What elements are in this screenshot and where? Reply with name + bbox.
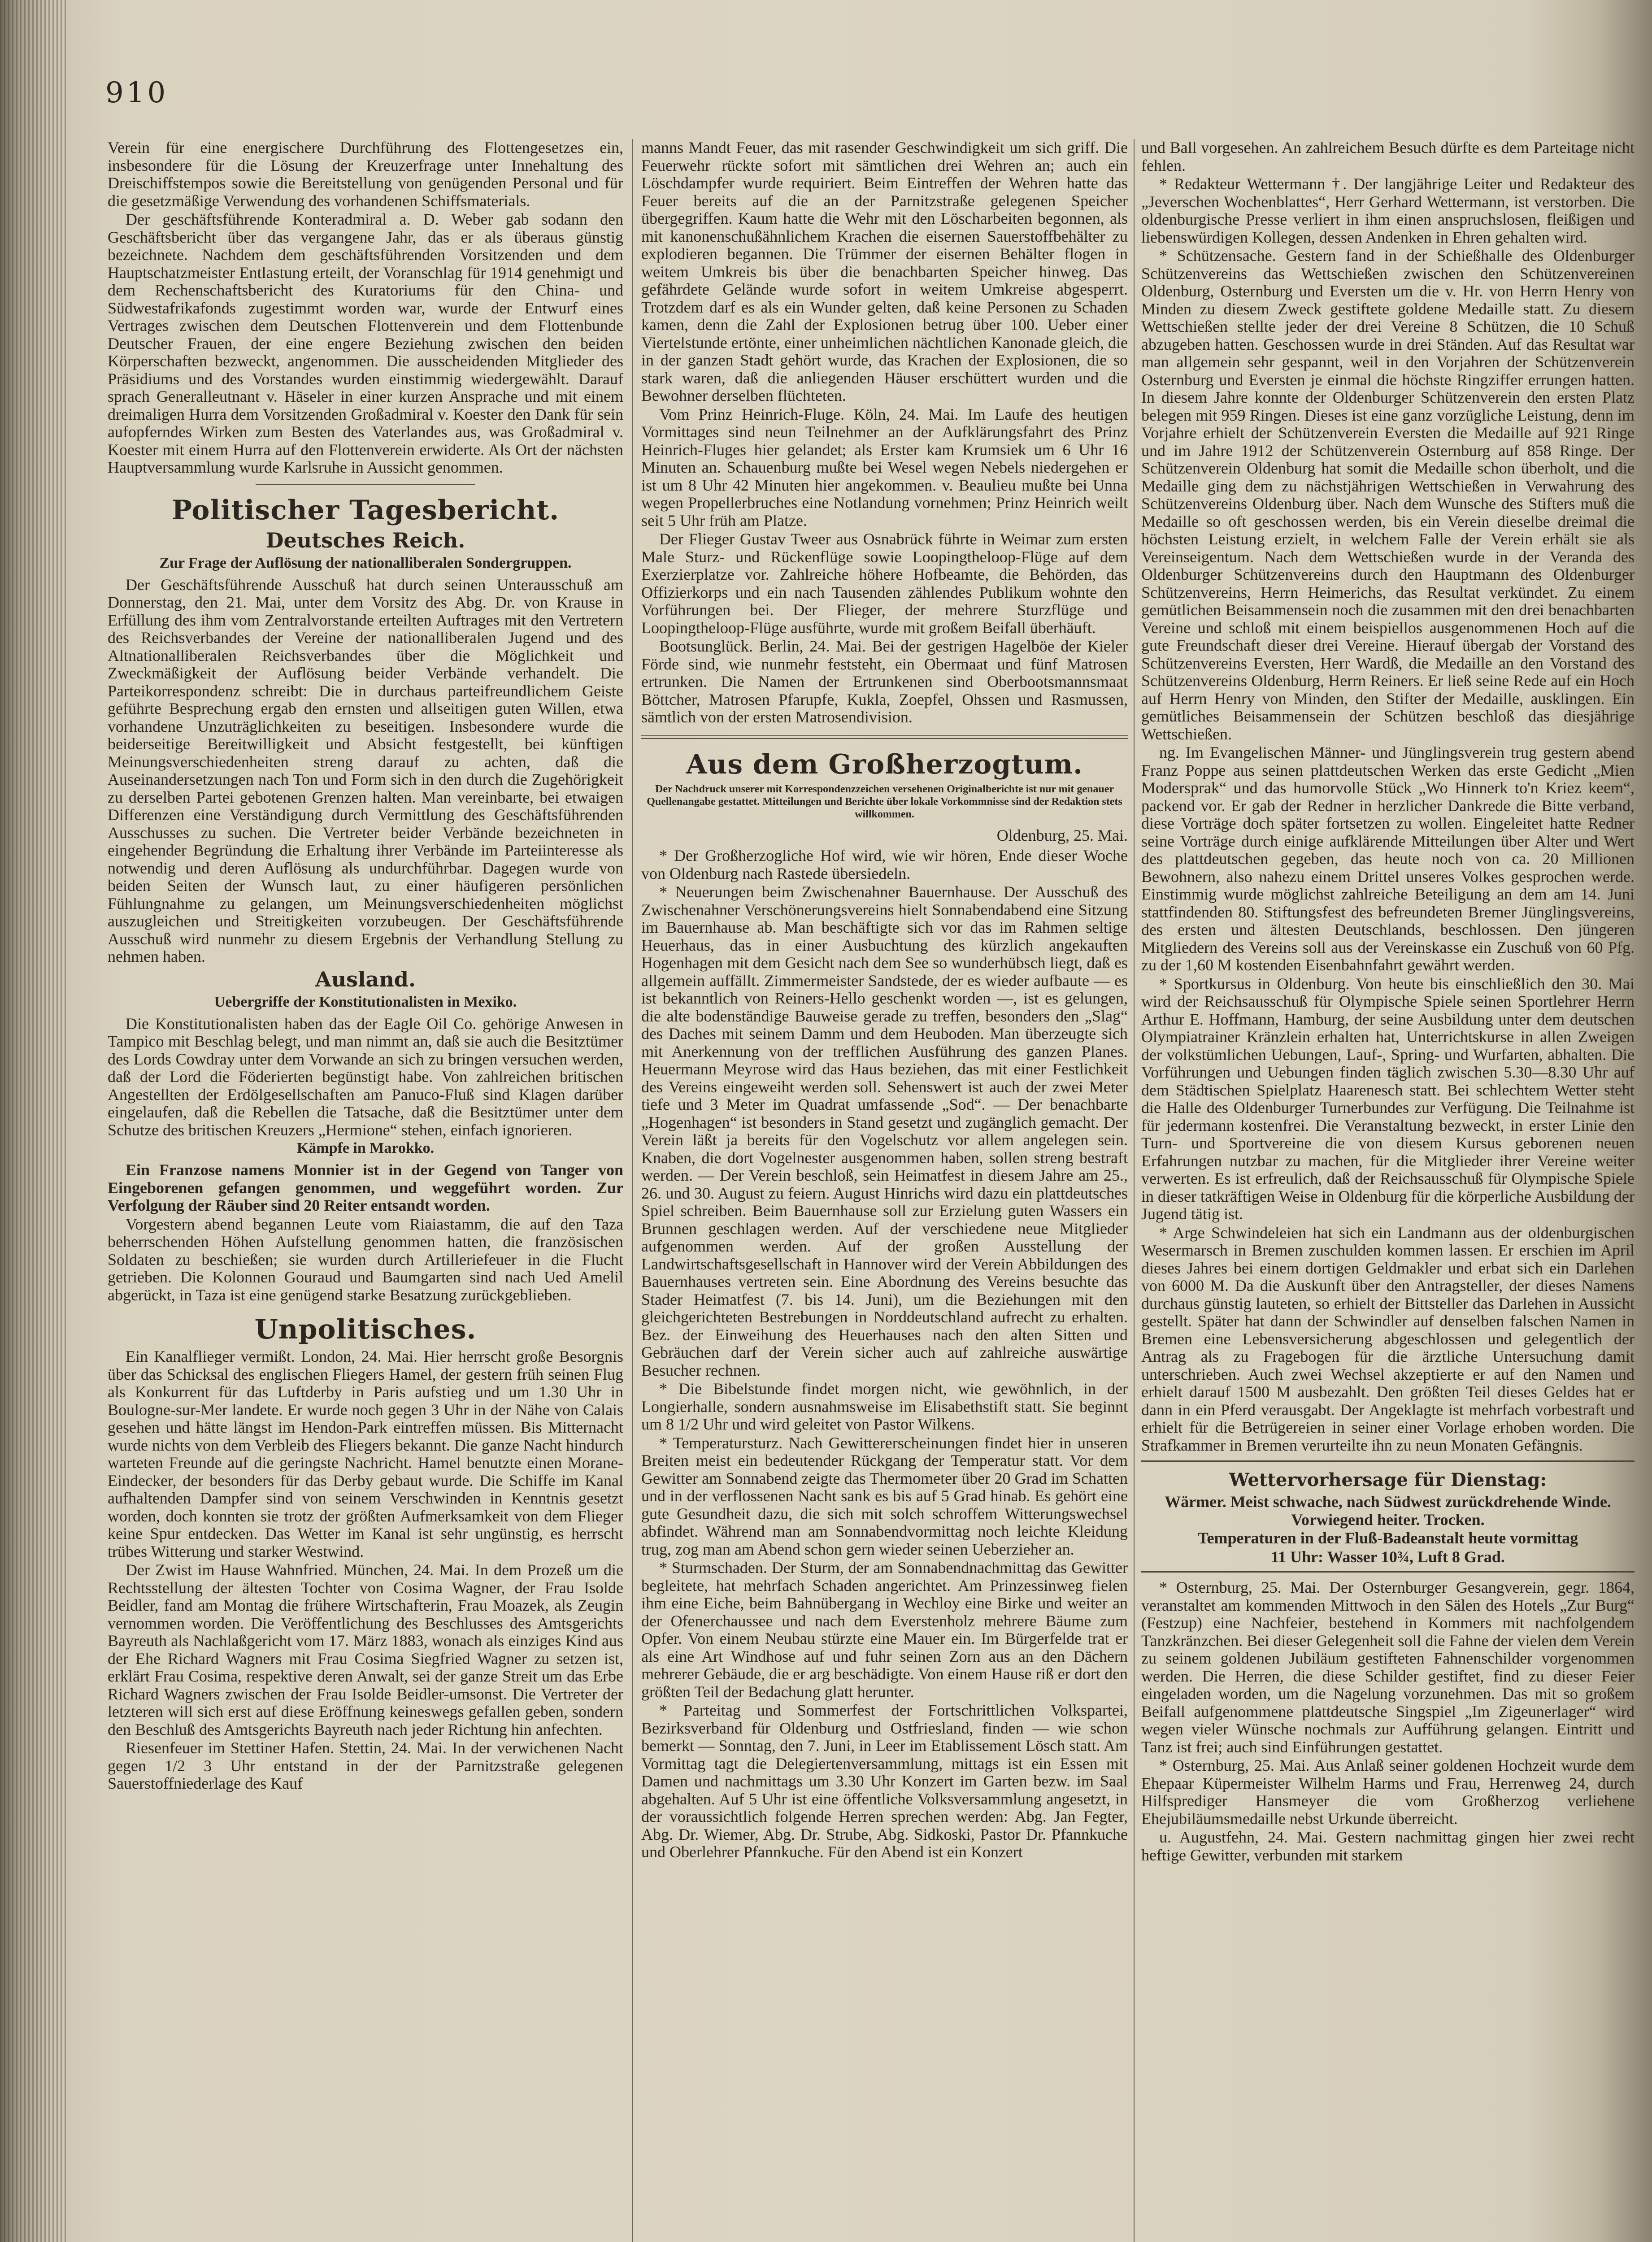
paragraph-wahnfried: Der Zwist im Hause Wahnfried. München, 24. Mai. In dem Prozeß um die Rechtsstellung der ältesten Tochter von Cosima Wagner, der Frau Isolde Beidler, fand am Montag die frühere Wirtschafterin, Frau Moazek, als Zeugin vernommen worden. Die Veröffentlichung des Beschlusses des Amtsgerichts Bayreuth als Nachlaßgericht vom 17. März 1883, wonach als einziges Kind aus der Ehe Richard Wagners mit Frau Cosima Siegfried Wagner zu setzen ist, erklärt Frau Cosima, respektive deren Anwalt, sei der ganze Streit um das Erbe Richard Wagners zwischen der Frau Isolde Beidler-umsonst. Die Vertreter der letzteren will sich erst auf diese Eröffnung keineswegs gefallen geben, sondern den Beschluß des Amtsgerichts Bayreuth nach jeder Richtung hin anfechten. (108, 1561, 623, 1738)
paragraph-marokko-1: Ein Franzose namens Monnier ist in der Gegend von Tanger von Eingeborenen gefangen genommen, und weggeführt worden. Zur Verfolgung der Räuber sind 20 Reiter entsandt worden. (108, 1161, 623, 1214)
book-binding-edge (0, 0, 67, 2242)
paragraph-juenglingsverein: ng. Im Evangelischen Männer- und Jünglingsverein trug gestern abend Franz Poppe aus seinen plattdeutschen Werken das erste Gedicht „Mien Modersprak“ und das humorvolle Stück „Wo Hinnerk to'n Kriez keem“, packend vor. Er gab der Redner in herzlicher Dankrede die Bitte verband, diese Vorträge doch später fortsetzen zu wollen. Eingeleitet hatte Redner seine Vorträge durch einige aufklärende Mitteilungen über Alter und Wert des plattdeutschen gegeben, das heute noch von ca. 20 Millionen Bewohnern, also nahezu einem Drittel unseres Volkes gesprochen werde. Einstimmig wurde möglichst zahlreiche Beteiligung an dem am 14. Juni stattfindenden 80. Stiftungsfest des befreundeten Bremer Jünglingsvereins, des ersten und ältesten Deutschlands, beschlossen. Den jüngeren Mitgliedern des Vereins soll aus der Vereinskasse ein Zuschuß von 60 Pfg. zu der 1,60 M kostenden Eisenbahnfahrt gewährt werden. (1141, 743, 1635, 974)
paragraph-osternburg-gesangverein: * Osternburg, 25. Mai. Der Osternburger Gesangverein, gegr. 1864, veranstaltet am kommenden Mittwoch in den Sälen des Hotels „Zur Burg“ (Festzup) eine Nachfeier, bestehend in Kommers mit nachfolgendem Tanzkränzchen. Bei dieser Gelegenheit soll die Fahne der vielen dem Verein zu seinem goldenen Jubiläum gestifteten Fahnenschilder vorgenommen werden. Die Herren, die diese Schilder gestiftet, find zu dieser Feier eingeladen worden, um die Nagelung vorzunehmen. Das mit so großem Beifall aufgenommene plattdeutsche Singspiel „Im Zigeunerlager“ wird wegen vieler Wünsche nochmals zur Aufführung gelangen. Eintritt und Tanz ist frei; auch sind Einführungen gestattet. (1141, 1578, 1635, 1756)
section-heading-unpolitisches: Unpolitisches. (254, 1314, 477, 1345)
column-rule (1134, 139, 1135, 2242)
weather-forecast-text: Wärmer. Meist schwache, nach Südwest zurückdrehende Winde. Vorwiegend heiter. Trocken. (1165, 1493, 1611, 1529)
paragraph-flottenverein-cont: Verein für eine energischere Durchführung des Flottengesetzes ein, insbesondere für die Lösung der Kreuzerfrage unter Innehaltung des Dreischiffstempos sowie die Bereitstellung von genügenden Personal und für die gesetzmäßige Verwendung des vorhandenen Schiffsmaterials. (108, 139, 623, 210)
section-heading-deutsches-reich: Deutsches Reich. (265, 528, 465, 552)
weather-temperature-values: 11 Uhr: Wasser 10¾, Luft 8 Grad. (1271, 1547, 1505, 1566)
paragraph-schwindeleien: * Arge Schwindeleien hat sich ein Landmann aus der oldenburgischen Wesermarsch in Bremen zuschulden kommen lassen. Er erschien im April dieses Jahres bei einem dortigen Geldmakler und erbat sich ein Darlehen von 6000 M. Da die Auskunft über den Antragsteller, der dieses Namens durchaus günstig lauteten, so erhielt der Bittsteller das Darlehen in Aussicht gestellt. Später hat dann der Schwindler auf denselben falschen Namen in Bremen eine Lebensversicherung abgeschlossen und gelegentlich der Antrag als zu Fragebogen für die ärztliche Untersuchung damit unterschrieben. Auch zwei Wechsel akzeptierte er auf den Namen und erhielt darauf 1500 M ausbezahlt. Den größten Teil dieses Geldes hat er dann in ein Pferd verausgabt. Der Angeklagte ist mehrfach vorbestraft und erhielt für die Betrügereien in seiner einer Vorlage erhoben worden. Die Strafkammer in Bremen verurteilte ihn zu neun Monaten Gefängnis. (1141, 1223, 1635, 1454)
dateline: Oldenburg, 25. Mai. (996, 826, 1128, 844)
page-number: 910 (105, 76, 169, 109)
separator (641, 735, 1128, 739)
weather-heading: Wettervorhersage für Dienstag: (1229, 1469, 1547, 1490)
paragraph-parteitag-cont: und Ball vorgesehen. An zahlreichem Besuch dürfte es dem Parteitage nicht fehlen. (1141, 139, 1635, 174)
paragraph-temperatursturz: * Temperatursturz. Nach Gewittererscheinungen findet hier in unseren Breiten meist ein bedeutender Rückgang der Temperatur statt. Vor dem Gewitter am Sonnabend zeigte das Thermometer über 20 Grad im Schatten und in der verflossenen Nacht sank es bis auf 5 Grad hinab. Es gehört eine gute Gesundheit dazu, die sich mit solch schroffem Witterungswechsel abfindet. Während man am Sonnabendvormittag noch leichte Kleidung trug, zog man am Abend schon gern wieder seinen Ueberzieher an. (641, 1434, 1128, 1558)
paragraph-sturmschaden: * Sturmschaden. Der Sturm, der am Sonnabendnachmittag das Gewitter begleitete, hat mehrfach Schaden angerichtet. Am Prinzessinweg fielen ihm eine Eiche, beim Bahnübergang in Wechloy eine Birke und weiter an der Ofenerchaussee und nach dem Everstenholz mehrere Bäume zum Opfer. Von einem Neubau stürzte eine Mauer ein. Im Bürgerfelde trat er als eine Art Windhose auf und fuhr seinen Zorn aus an den Dächern mehrerer Gebäude, die er arg beschädigte. Von einem Hause riß er dort den größten Teil der Bedachung glatt herunter. (641, 1559, 1128, 1701)
separator (256, 484, 475, 485)
paragraph-hof: * Der Großherzogliche Hof wird, wie wir hören, Ende dieser Woche von Oldenburg nach Rastede übersiedeln. (641, 847, 1128, 882)
article-title-marokko: Kämpfe in Marokko. (296, 1140, 435, 1156)
section-heading-politischer-tagesbericht: Politischer Tagesbericht. (171, 494, 560, 526)
paragraph-kanalflieger: Ein Kanalflieger vermißt. London, 24. Mai. Hier herrscht große Besorgnis über das Schicksal des englischen Fliegers Hamel, der gestern früh seinen Flug als Konkurrent für das Luftderby in Paris aufstieg und um 1.30 Uhr in Boulogne-sur-Mer landete. Er wurde noch gegen 3 Uhr in der Nähe von Calais gesehen und hätte längst im Hendon-Park eintreffen müssen. Bis Mitternacht wurde nichts von dem Verbleib des Fliegers bekannt. Die ganze Nacht hindurch warteten Freunde auf die geringste Nachricht. Hamel benutzte einen Morane-Eindecker, der besonders für das Derby gebaut wurde. Die Schiffe im Kanal aufhaltenden Dampfer sind von seinem Verschwinden in Kenntnis gesetzt worden, doch konnten sie trotz der größten Aufmerksamkeit von dem Flieger keine Spur entdecken. Das Wetter im Kanal ist sehr ungünstig, es herrscht trübes Witterung und starker Westwind. (108, 1347, 623, 1560)
paragraph-augustfehn: u. Augustfehn, 24. Mai. Gestern nachmittag gingen hier zwei recht heftige Gewitter, verbunden mit starkem (1141, 1828, 1635, 1864)
article-title-mexiko: Uebergriffe der Konstitutionalisten in Mexiko. (214, 993, 517, 1010)
paragraph-riesenfeuer-cont: manns Mandt Feuer, das mit rasender Geschwindigkeit um sich griff. Die Feuerwehr rückte sofort mit sämtlichen drei Wehren an; auch ein Löschdampfer wurde requiriert. Beim Eintreffen der Wehren hatte das Feuer bereits auf die an der Parnitzstraße gelegenen Speicher übergegriffen. Kaum hatte die Wehr mit den Löscharbeiten begonnen, als mit kanonenschußähnlichem Krachen die eisernen Sauerstoffbehälter zu explodieren begannen. Die Trümmer der eisernen Behälter flogen in weitem Umkreis bis über die benachbarten Speicher hinweg. Das gefährdete Gelände wurde sofort in weitem Umkreise abgesperrt. Trotzdem darf es als ein Wunder gelten, daß keine Personen zu Schaden kamen, denn die Zahl der Explosionen betrug über 100. Ueber einer Viertelstunde ertönte, einer unheimlichen nächtlichen Kanonade gleich, die in der ganzen Stadt gehört wurde, das Krachen der Explosionen, die so stark waren, daß die anliegenden Häuser erschüttert wurden und die Bewohner derselben flüchteten. (641, 139, 1128, 404)
paragraph-osternburg-hochzeit: * Osternburg, 25. Mai. Aus Anlaß seiner goldenen Hochzeit wurde dem Ehepaar Küpermeister Wilhelm Harms und Frau, Herrenweg 24, durch Hilfsprediger Hansmeyer die vom Großherzog verliehene Ehejubiläumsmedaille nebst Urkunde überreicht. (1141, 1756, 1635, 1828)
section-heading-grossherzogtum: Aus dem Großherzogtum. (686, 748, 1083, 780)
paragraph-bibelstunde: * Die Bibelstunde findet morgen nicht, wie gewöhnlich, in der Longierhalle, sondern ausnahmsweise im Elisabethstift statt. Sie beginnt um 8 1/2 Uhr und wird geleitet von Pastor Wilkens. (641, 1380, 1128, 1433)
column-middle (641, 139, 1128, 2242)
article-title-nationalliberale: Zur Frage der Auflösung der nationalliberalen Sondergruppen. (159, 554, 572, 571)
weather-forecast-box (1141, 1460, 1635, 1573)
paragraph-schuetzensache: * Schützensache. Gestern fand in der Schießhalle des Oldenburger Schützenvereins das Wettschießen zwischen den Schützenvereinen Oldenburg, Osternburg und Eversten um die v. Hr. von Herrn Henry von Minden zu diesem Zweck gestiftete goldene Medaille statt. Zu diesem Wettschießen stellte jeder der drei Vereine 8 Schützen, die 10 Schuß abzugeben hatten. Geschossen wurde in drei Ständen. Auf das Resultat war man allgemein sehr gespannt, weil in den Vorjahren der Schützenverein Osternburg und Eversten je einmal die höchste Ringziffer errungen hatten. In diesem Jahre konnte der Oldenburger Schützenverein den ersten Platz belegen mit 959 Ringen. Dieses ist eine ganz vorzügliche Leistung, denn im Vorjahre erhielt der Schützenverein Eversten die Medaille auf 921 Ringe und im Jahre 1912 der Schützenverein Osternburg auf 858 Ringe. Der Schützenverein Oldenburg hat somit die Medaille schon überholt, und die Medaille ging dem zu nächstjährigen Wettschießen in Verwahrung des Schützenvereins Oldenburg über. Nach dem Wunsche des Stifters muß die Medaille so oft geschossen werden, bis ein Verein dieselbe dreimal die höchsten Leistung erzielt, in welchem Falle der Verein erhält sie als Vereinseigentum. Nach dem Wettschießen wurde in der Veranda des Oldenburger Schützenvereins durch den Hauptmann des Oldenburger Schützenvereins, Herrn Heimerichs, das Resultat verkündet. Zu einem gemütlichen Beisammensein noch die zusammen mit den drei benachbarten Vereine und schloß mit einem beispiellos ausgenommenen Hoch auf die gute Freundschaft dieser drei Vereine. Hierauf übergab der Vorstand des Schützenvereins Eversten, Herr Wardß, die Medaille an den Vorstand des Schützenvereins Oldenburg, Herrn Reiners. Er ließ seine Rede auf ein Hoch auf Herrn Henry von Minden, den Stifter der Medaille, ausklingen. Ein gemütliches Beisammensein der Schützen beschloß das diesjährige Wettschießen. (1141, 247, 1635, 743)
paragraph-wettermann: * Redakteur Wettermann †. Der langjährige Leiter und Redakteur des „Jeverschen Wochenblattes“, Herr Gerhard Wettermann, ist verstorben. Die oldenburgische Presse verliert in ihm einen anspruchslosen, fleißigen und liebenswürdigen Kollegen, dessen Andenken in Ehren gehalten wird. (1141, 175, 1635, 246)
column-rule (632, 139, 633, 2242)
paragraph-sportkursus: * Sportkursus in Oldenburg. Von heute bis einschließlich den 30. Mai wird der Reichsausschuß für Olympische Spiele seinen Sportlehrer Herrn Arthur E. Hoffmann, Hamburg, der seine Ausbildung unter dem deutschen Olympiatrainer Kränzlein erhalten hat, Unterrichtskurse in allen Zweigen der volkstümlichen Uebungen, Lauf-, Spring- und Wurfarten, abhalten. Die Vorführungen und Uebungen finden täglich zwischen 5.30—8.30 Uhr auf dem Städtischen Spielplatz Haarenesch statt. Bei schlechtem Wetter steht die Halle des Oldenburger Turnerbundes zur Verfügung. Die Teilnahme ist für jedermann kostenfrei. Die Veranstaltung bezweckt, in erster Linie den Turn- und Sportvereine die von diesem Kursus geborenen neuen Erfahrungen nutzbar zu machen, für die Mitglieder ihrer Vereine weiter verwerten. Es ist erfreulich, daß der Reichsausschuß für Olympische Spiele in dieser tatkräftigen Weise in Oldenburg für die körperliche Ausbildung der Jugend tätig ist. (1141, 974, 1635, 1223)
paragraph-marokko-2: Vorgestern abend begannen Leute vom Riaiastamm, die auf den Taza beherrschenden Höhen Aufstellung genommen hatten, die französischen Soldaten zu beschießen; sie wurden durch Artilleriefeuer in die Flucht getrieben. Die Kolonnen Gouraud und Baumgarten sind nach Ued Amelil abgerückt, in Taza ist eine genügend starke Besatzung zurückgeblieben. (108, 1215, 623, 1304)
paragraph-bauernhaus: * Neuerungen beim Zwischenahner Bauernhause. Der Ausschuß des Zwischenahner Verschönerungsvereins hielt Sonnabendabend eine Sitzung im Bauernhause ab. Man beschäftigte sich vor das im Rahmen seltige Heuerhaus, das in einer Ausbuchtung des kürzlich angekauften Hogenhagen mit dem Gesicht nach dem See so wunderhübsch liegt, daß es allgemein auffällt. Zimmermeister Sandstede, der es wieder aufbaute — es ist bekanntlich von Reiners-Hello geschenkt worden —, ist es gelungen, die alte bodenständige Bauweise gerade zu treffen, besonders den „Slag“ des Daches mit seinem Damm und dem Heuboden. Man überzeugte sich mit Anerkennung von der trefflichen Ausführung des ganzen Planes. Heuermann Meyrose wird das Haus beziehen, das mit einer Festlichkeit des Vereins eingeweiht werden soll. Sehenswert ist auch der zwei Meter tiefe und 3 Meter im Quadrat umfassende „Sod“. — Der benachbarte „Hogenhagen“ ist besonders in Stand gesetzt und zugänglich gemacht. Der Verein läßt ja bereits für den Vogelschutz vor allem angelegen sein. Knaben, die dort Vogelnester ausgenommen haben, sollen streng bestraft werden. — Der Verein beschloß, sein Heimatfest in diesem Jahre am 25., 26. und 30. August zu feiern. August Hinrichs wird dazu ein plattdeutsches Spiel schreiben. Beim Bauernhause soll zur Erzielung guten Wassers ein Brunnen geschlagen werden. Auf der verschiedene neue Mitglieder aufgenommen werden. Auf der großen Ausstellung der Landwirtschaftsgesellschaft in Hannover wird der Verein Abbildungen des Bauernhauses vertreten sein. Eine Abordnung des Vereins besuchte das Stader Heimatfest (7. bis 14. Juni), um die Beziehungen mit den gleichgerichteten Bestrebungen in Norddeutschland aufrecht zu erhalten. Bez. der Einweihung des Heuerhauses nach den alten Sitten und Gebräuchen darf der Verein sicher auch auf zahlreiche auswärtige Besucher rechnen. (641, 883, 1128, 1379)
column-right (1141, 139, 1635, 2242)
paragraph-nationalliberale: Der Geschäftsführende Ausschuß hat durch seinen Unterausschuß am Donnerstag, den 21. Mai, unter dem Vorsitz des Abg. Dr. von Krause in Erfüllung des ihm vom Zentralvorstande erteilten Auftrages mit den Vertretern des Reichsverbandes der Vereine der nationalliberalen Jugend und des Altnationalliberalen Reichsverbandes über die Möglichkeit und Zweckmäßigkeit der Auflösung beider Verbände verhandelt. Die Parteikorrespondenz schreibt: Die in durchaus parteifreundlichem Geiste geführte Besprechung ergab den ernsten und allseitigen guten Willen, etwa vorhandene Unzuträglichkeiten zu beseitigen. Insbesondere wurde die beiderseitige Bereitwilligkeit und Absicht festgestellt, bei künftigen Meinungsverschiedenheiten streng darauf zu achten, daß die Auseinandersetzungen nach Ton und Form sich in den durch die Zugehörigkeit zu derselben Partei gebotenen Grenzen halten. Man vereinbarte, bei etwaigen Differenzen eine Verständigung durch Vermittlung des Geschäftsführenden Ausschusses zu suchen. Die Vertreter beider Verbände bezeichneten in eingehender Begründung die Erhaltung ihrer Verbände im Parteiinteresse als notwendig und deren Auflösung als undurchführbar. Dagegen wurde von beiden Seiten der Wunsch laut, zu einer häufigeren persönlichen Fühlungnahme zu gelangen, um Meinungsverschiedenheiten möglichst auszugleichen und Streitigkeiten vorzubeugen. Der Geschäftsführende Ausschuß wird nunmehr zu diesem Ergebnis der Verhandlung Stellung zu nehmen haben. (108, 575, 623, 965)
paragraph-prinz-heinrich-flug: Vom Prinz Heinrich-Fluge. Köln, 24. Mai. Im Laufe des heutigen Vormittages sind neun Teilnehmer an der Aufklärungsfahrt des Prinz Heinrich-Fluges hier gelandet; als Erster kam Krumsiek um 6 Uhr 16 Minuten an. Schauenburg mußte bei Wesel wegen Nebels niedergehen er ist um 8 Uhr 42 Minuten hier angekommen. v. Beaulieu mußte bei Unna wegen Propellerbruches eine Notlandung vornehmen; Prinz Heinrich weilt seit 5 Uhr früh am Platze. (641, 405, 1128, 530)
reprint-notice: Der Nachdruck unserer mit Korrespondenzzeichen versehenen Originalberichte ist nur mit genauer Quellenangabe gestattet. Mitteilungen und Berichte über lokale Vorkommnisse sind der Redaktion stets willkommen. (647, 783, 1122, 820)
paragraph-riesenfeuer: Riesenfeuer im Stettiner Hafen. Stettin, 24. Mai. In der verwichenen Nacht gegen 1/2 3 Uhr entstand in der der Parnitzstraße gelegenen Sauerstoffniederlage des Kauf (108, 1739, 623, 1792)
column-left (108, 139, 623, 2242)
paragraph-geschaeftsbericht: Der geschäftsführende Konteradmiral a. D. Weber gab sodann den Geschäftsbericht über das vergangene Jahr, das er als überaus günstig bezeichnete. Nachdem dem geschäftsführenden Vorsitzenden und dem Hauptschatzmeister Entlastung erteilt, der Voranschlag für 1914 genehmigt und dem Rechenschaftsbericht des Kuratoriums für den China- und Südwestafrikafonds zugestimmt worden war, wurde der Entwurf eines Vertrages zwischen dem Deutschen Flottenverein und dem Flottenbunde Deutscher Frauen, der eine engere Beziehung zwischen den beiden Körperschaften bezweckt, angenommen. Die ausscheidenden Mitglieder des Präsidiums und des Vorstandes wurden einstimmig wiedergewählt. Darauf sprach Generalleutnant v. Häseler in einer kurzen Ansprache und mit einem dreimaligen Hurra dem Vorsitzenden Großadmiral v. Koester den Dank für sein aufopferndes Wirken zum Besten des Vaterlandes aus, was Großadmiral v. Koester mit einem Hurra auf den Flottenverein erwiderte. Als Ort der nächsten Hauptversammlung wurde Karlsruhe in Aussicht genommen. (108, 210, 623, 476)
paragraph-bootsunglueck: Bootsunglück. Berlin, 24. Mai. Bei der gestrigen Hagelböe der Kieler Förde sind, wie nunmehr feststeht, ein Obermaat und fünf Matrosen ertrunken. Die Namen der Ertrunkenen sind Oberbootsmannsmaat Böttcher, Matrosen Pfarupfe, Kukla, Zoepfel, Ohssen und Rasmussen, sämtlich von der ersten Matrosendivision. (641, 637, 1128, 726)
paragraph-flieger-tweer: Der Flieger Gustav Tweer aus Osnabrück führte in Weimar zum ersten Male Sturz- und Rückenflüge sowie Loopingtheloop-Flüge auf dem Exerzierplatze vor. Zahlreiche höhere Hofbeamte, die Behörden, das Offizierkorps und ein nach Tausenden zählendes Publikum wohnte den Vorführungen bei. Der Flieger, der mehrere Sturzflüge und Loopingtheloop-Flüge ausführte, wurde mit großem Beifall überhäuft. (641, 530, 1128, 637)
weather-temperature-label: Temperaturen in der Fluß-Badeanstalt heute vormittag (1197, 1529, 1578, 1547)
section-heading-ausland: Ausland. (315, 967, 416, 991)
paragraph-parteitag: * Parteitag und Sommerfest der Fortschrittlichen Volkspartei, Bezirksverband für Oldenburg und Ostfriesland, finden — wie schon bemerkt — Sonntag, den 7. Juni, in Leer im Etablissement Lösch statt. Am Vormittag tagt die Delegiertenversammlung, mittags ist ein Essen mit Damen und nachmittags um 3.30 Uhr Konzert im Garten bezw. im Saal abgehalten. Auf 5 Uhr ist eine öffentliche Volksversammlung angesetzt, in der voraussichtlich folgende Herren sprechen werden: Abg. Jan Fegter, Abg. Dr. Wiemer, Abg. Dr. Strube, Abg. Sidkoski, Pastor Dr. Pfannkuche und Oberlehrer Pfannkuche. Für den Abend ist ein Konzert (641, 1701, 1128, 1861)
paragraph-mexiko: Die Konstitutionalisten haben das der Eagle Oil Co. gehörige Anwesen in Tampico mit Beschlag belegt, und man nimmt an, daß sie auch die Besitztümer des Lords Cowdray unter dem Vorwande an sich zu bringen versuchen werden, daß der Lord die Föderierten begünstigt habe. Von zahlreichen britischen Angestellten der Erdölgesellschaften am Panuco-Fluß sind Klagen darüber eingelaufen, daß die Rebellen die Tatsache, daß die Besitztümer unter dem Schutze des britischen Kreuzers „Hermione“ stehen, einfach ignorieren. (108, 1014, 623, 1139)
